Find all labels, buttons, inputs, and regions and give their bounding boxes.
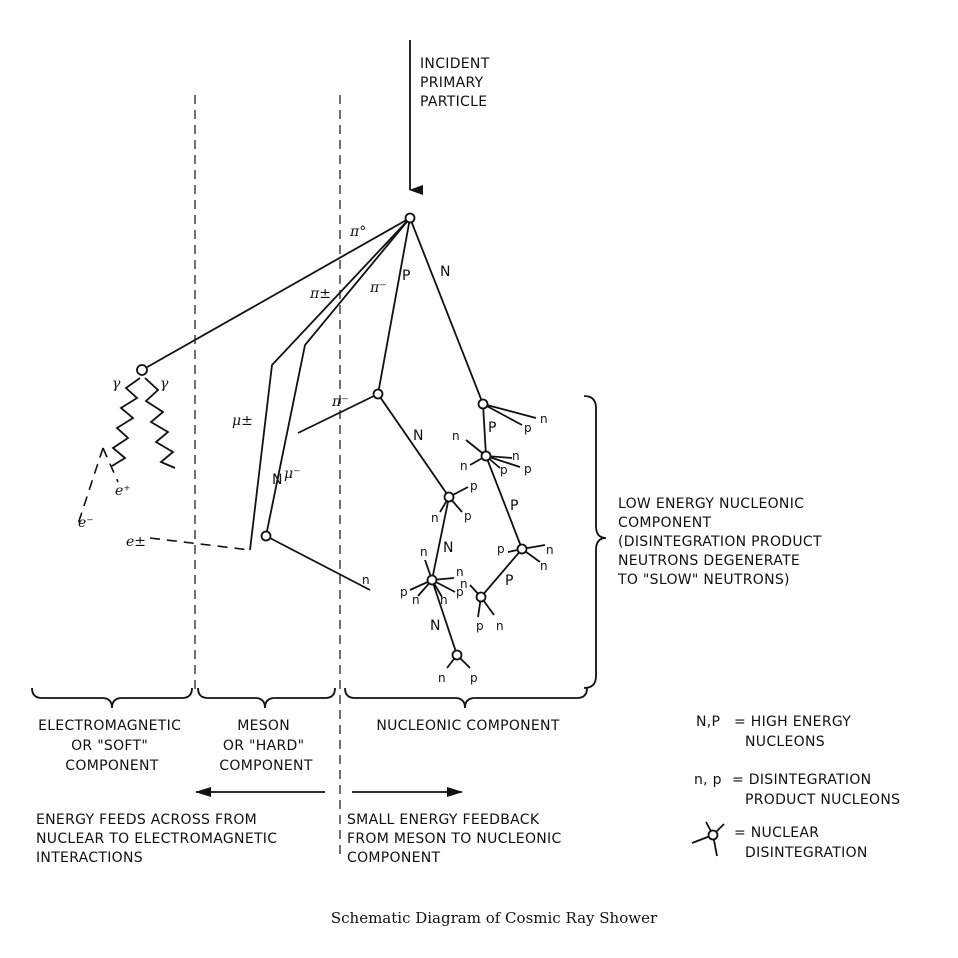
legend-np-upper: N,P	[696, 714, 721, 730]
legend-np-lower: n, p	[694, 772, 722, 788]
low-energy-brace	[584, 396, 606, 688]
pi-minus-track	[266, 218, 410, 536]
svg-text:p: p	[524, 421, 532, 435]
svg-text:p: p	[470, 671, 478, 685]
electromagnetic-label: ELECTROMAGNETIC OR "SOFT" COMPONENT	[38, 718, 182, 774]
label-gamma-left: γ	[112, 376, 121, 392]
svg-text:p: p	[524, 462, 532, 476]
svg-text:n: n	[496, 619, 504, 633]
svg-text:p: p	[476, 619, 484, 633]
caption: Schematic Diagram of Cosmic Ray Shower	[330, 909, 658, 927]
n-track	[410, 218, 483, 404]
svg-text:n: n	[460, 459, 468, 473]
e-plus-track	[103, 448, 118, 482]
svg-text:n: n	[540, 559, 548, 573]
label-gamma-right: γ	[160, 376, 169, 392]
svg-text:p: p	[464, 509, 472, 523]
brace-meson	[198, 688, 335, 708]
brace-nucleonic	[345, 688, 587, 708]
svg-text:p: p	[400, 585, 408, 599]
feed-right-text: SMALL ENERGY FEEDBACK FROM MESON TO NUCLEONIC COMPONENT	[347, 812, 562, 866]
svg-text:n: n	[420, 545, 428, 559]
label-pi-pm: π±	[310, 286, 331, 302]
label-p-main: P	[402, 268, 411, 284]
label-e-pm: e±	[126, 534, 147, 550]
incident-label: INCIDENT PRIMARY PARTICLE	[420, 56, 490, 110]
svg-text:n: n	[440, 593, 448, 607]
svg-text:p: p	[500, 463, 508, 477]
feed-left-text: ENERGY FEEDS ACROSS FROM NUCLEAR TO ELECTROMAGNETIC INTERACTIONS	[36, 812, 278, 866]
svg-text:n: n	[431, 511, 439, 525]
brace-electromagnetic	[32, 688, 192, 708]
label-n-cascade-2: N	[443, 540, 454, 556]
legend-np-lower-desc: = DISINTEGRATION PRODUCT NUCLEONS	[732, 772, 901, 808]
svg-text:n: n	[412, 593, 420, 607]
label-mu-pm: μ±	[232, 413, 253, 429]
label-pi0: π°	[350, 224, 367, 240]
label-e-plus: e⁺	[115, 483, 131, 499]
p-track	[378, 218, 410, 394]
legend-np-upper-desc: = HIGH ENERGY NUCLEONS	[734, 714, 852, 750]
svg-text:n: n	[438, 671, 446, 685]
label-p-cascade-2: P	[510, 498, 519, 514]
e-minus-track	[78, 448, 103, 524]
legend-node-symbol	[692, 822, 724, 856]
low-energy-label: LOW ENERGY NUCLEONIC COMPONENT (DISINTEGRATION PRODUCT NEUTRONS DEGENERATE TO "SLOW" NEUTRONS)	[618, 496, 822, 588]
svg-text:n: n	[546, 543, 554, 557]
label-pi-minus: π⁻	[370, 280, 387, 296]
product-labels	[400, 412, 554, 685]
label-e-minus: e⁻	[78, 515, 94, 531]
label-mu-minus: μ⁻	[284, 466, 301, 482]
label-n-main: N	[440, 264, 451, 280]
label-n-from-mu: n	[362, 573, 370, 587]
label-p-cascade-3: P	[505, 573, 514, 589]
label-pi-minus-secondary: π⁻	[332, 394, 349, 410]
svg-text:n: n	[540, 412, 548, 426]
svg-text:p: p	[470, 479, 478, 493]
legend-node-desc: = NUCLEAR DISINTEGRATION	[734, 825, 868, 861]
svg-text:p: p	[497, 542, 505, 556]
svg-text:p: p	[456, 585, 464, 599]
svg-text:n: n	[456, 565, 464, 579]
label-n-cascade-1: N	[413, 428, 424, 444]
label-n-cascade-3: N	[430, 618, 441, 634]
svg-text:n: n	[460, 577, 468, 591]
n-from-mu-track	[266, 536, 370, 590]
nucleonic-label: NUCLEONIC COMPONENT	[376, 718, 560, 734]
meson-label: MESON OR "HARD" COMPONENT	[219, 718, 313, 774]
label-n-mu: N	[272, 472, 283, 488]
label-p-cascade-1: P	[488, 420, 497, 436]
svg-text:n: n	[512, 449, 520, 463]
svg-text:n: n	[452, 429, 460, 443]
e-pm-track	[150, 538, 250, 550]
